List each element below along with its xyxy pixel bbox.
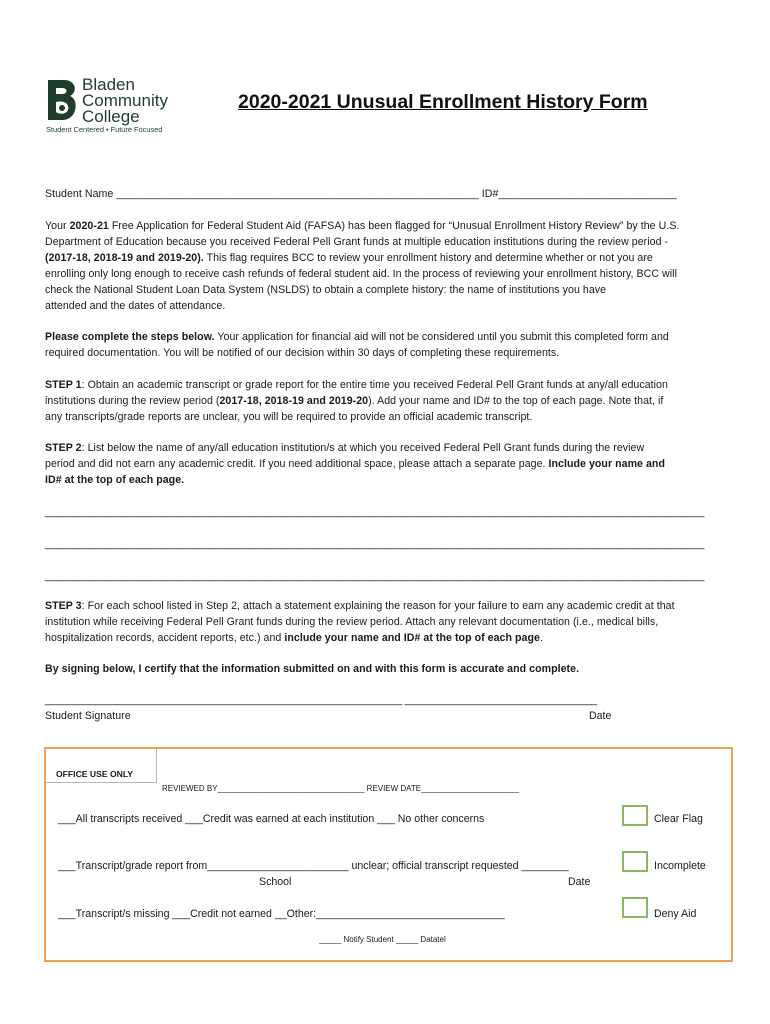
intro-line-6: attended and the dates of attendance. bbox=[45, 300, 226, 312]
office-use-box bbox=[44, 747, 733, 962]
logo-tagline: Student Centered • Future Focused bbox=[46, 125, 163, 134]
step3-line-1: STEP 3: For each school listed in Step 2, attach a statement explaining the reason for your failure to earn any academic credit at that bbox=[45, 600, 675, 612]
deny-aid-label: Deny Aid bbox=[654, 908, 697, 920]
clear-flag-checkbox[interactable] bbox=[622, 805, 648, 826]
office-row-2[interactable]: ___Transcript/grade report from________________________ unclear; official transcript requested ________ bbox=[58, 860, 569, 872]
office-row-2-date-label: Date bbox=[568, 876, 591, 888]
office-row-3[interactable]: ___Transcript/s missing ___Credit not earned __Other:________________________________ bbox=[58, 908, 505, 920]
student-name-id-line[interactable]: Student Name _____________________________________________________________ ID#______________________________ bbox=[45, 188, 677, 200]
incomplete-label: Incomplete bbox=[654, 860, 706, 872]
step2-line-1: STEP 2: List below the name of any/all education institution/s at which you received Federal Pell Grant funds during the review bbox=[45, 442, 645, 454]
logo-line-3: College bbox=[82, 107, 140, 126]
office-use-label: OFFICE USE ONLY bbox=[56, 769, 134, 779]
institution-blank-line[interactable]: ________________________________________________________________________________________________________________________ bbox=[45, 506, 705, 518]
step1-line-3: any transcripts/grade reports are unclear, you will be required to provide an official academic transcript. bbox=[45, 411, 533, 423]
step2-line-2: period and did not earn any academic credit. If you need additional space, please attach a separate page. Include your name and bbox=[45, 458, 665, 470]
intro-line-3: (2017-18, 2018-19 and 2019-20). This flag requires BCC to review your enrollment history and determine whether or not you are bbox=[45, 252, 653, 264]
office-row-2-school-label: School bbox=[259, 876, 292, 888]
logo-line-1: Bladen bbox=[82, 75, 135, 94]
intro-line-2: Department of Education because you received Federal Pell Grant funds at multiple education institutions during the review period - bbox=[45, 236, 669, 248]
deny-aid-checkbox[interactable] bbox=[622, 897, 648, 918]
step3-line-3: hospitalization records, accident reports, etc.) and include your name and ID# at the top of each page. bbox=[45, 632, 543, 644]
clear-flag-label: Clear Flag bbox=[654, 813, 703, 825]
office-use-tab bbox=[46, 749, 157, 783]
college-logo bbox=[44, 75, 184, 137]
certification-statement: By signing below, I certify that the information submitted on and with this form is accurate and complete. bbox=[45, 663, 580, 675]
step3-line-2: institution while receiving Federal Pell Grant funds during the review period. Attach any relevant documentation (i.e., medical bills, bbox=[45, 616, 659, 628]
step1-line-2: institutions during the review period (2017-18, 2018-19 and 2019-20). Add your name and ID# to the top of each page. Note that, if bbox=[45, 395, 664, 407]
instructions-line-2: required documentation. You will be notified of our decision within 30 days of completing these requirements. bbox=[45, 347, 560, 359]
institution-blank-line[interactable]: ________________________________________________________________________________________________________________________ bbox=[45, 570, 705, 582]
bladen-b-logo-icon bbox=[46, 78, 80, 122]
notify-student-datatel-line[interactable]: _____ Notify Student _____ Datatel bbox=[319, 935, 446, 944]
incomplete-checkbox[interactable] bbox=[622, 851, 648, 872]
intro-line-4: enrolling only long enough to receive cash refunds of federal student aid. In the process of reviewing your enrollment history, BCC will bbox=[45, 268, 677, 280]
intro-line-1: Your 2020-21 Free Application for Federal Student Aid (FAFSA) has been flagged for “Unusual Enrollment History Review” by the U.S. bbox=[45, 220, 680, 232]
logo-line-2: Community bbox=[82, 91, 168, 110]
step1-line-1: STEP 1: Obtain an academic transcript or grade report for the entire time you received Federal Pell Grant funds at any/all education bbox=[45, 379, 668, 391]
signature-date-label: Date bbox=[589, 710, 612, 722]
step2-line-3: ID# at the top of each page. bbox=[45, 474, 185, 486]
reviewed-by-line[interactable]: REVIEWED BY_________________________________ REVIEW DATE______________________ bbox=[162, 784, 520, 793]
office-row-1[interactable]: ___All transcripts received ___Credit was earned at each institution ___ No other concerns bbox=[58, 813, 485, 825]
institution-blank-line[interactable]: ________________________________________________________________________________________________________________________ bbox=[45, 538, 705, 550]
student-signature-label: Student Signature bbox=[45, 710, 131, 722]
intro-line-5: check the National Student Loan Data System (NSLDS) to obtain a complete history: the name of institutions you have bbox=[45, 284, 607, 296]
instructions-line-1: Please complete the steps below. Your application for financial aid will not be considered until you submit this completed form and bbox=[45, 331, 669, 343]
signature-date-line[interactable]: _________________________________________________________________ ___________________________________ bbox=[45, 694, 597, 706]
form-title: 2020-2021 Unusual Enrollment History Form bbox=[238, 91, 648, 113]
